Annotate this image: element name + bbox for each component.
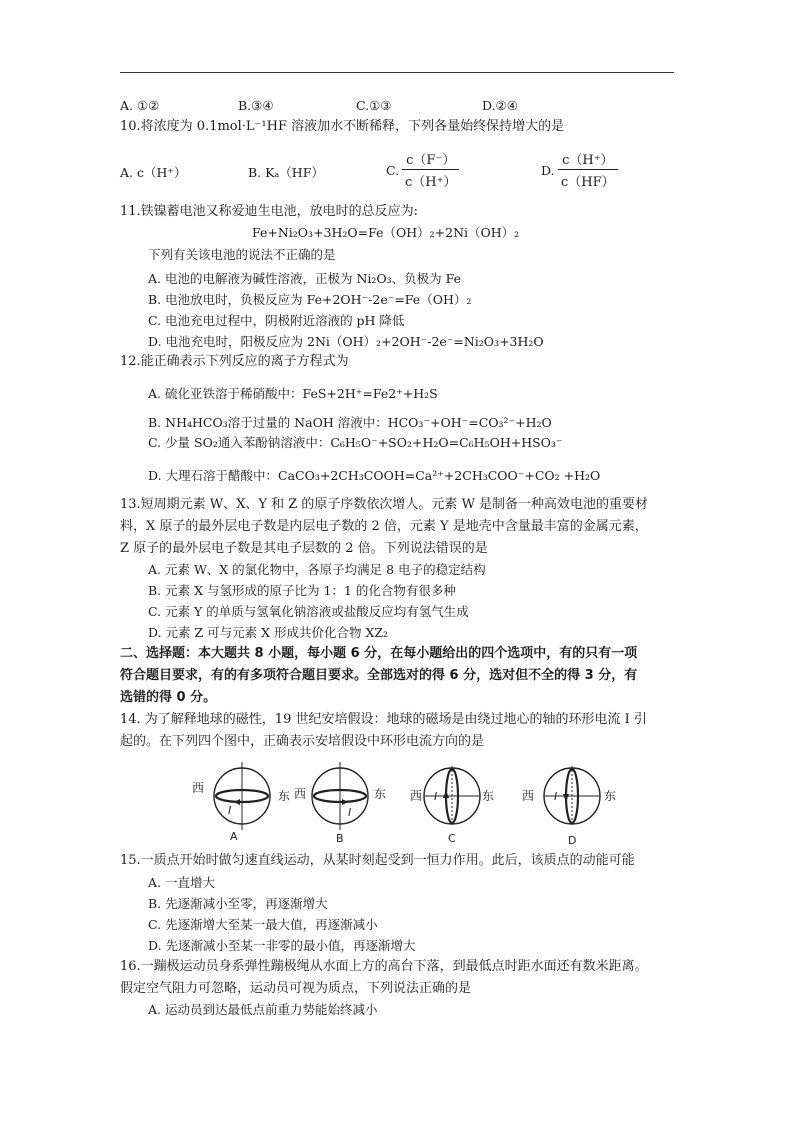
q15-option-b: B. 先逐渐减小至零，再逐渐增大 — [148, 896, 328, 911]
q10-option-d-fraction — [558, 149, 618, 190]
west-label-d: 西 — [522, 789, 535, 803]
header-rule — [120, 72, 674, 73]
east-label-a: 东 — [278, 789, 291, 803]
q10-option-d-label: D. — [541, 163, 555, 178]
q9-option-a: A. ①② — [120, 98, 160, 113]
current-label-c: I — [434, 790, 438, 803]
east-label-d: 东 — [604, 789, 617, 803]
east-label-c: 东 — [482, 789, 495, 803]
q10-c-numerator: c（F⁻） — [406, 153, 456, 168]
figure-label-d: D — [568, 834, 577, 847]
q15-option-c: C. 先逐渐增大至某一最大值，再逐渐减小 — [148, 917, 378, 932]
figure-label-c: C — [448, 832, 456, 845]
figure-label-b: B — [336, 832, 344, 845]
fraction-bar — [402, 169, 459, 170]
q14-figure-b — [294, 762, 386, 845]
q10-option-b: B. Kₐ（HF） — [248, 165, 324, 180]
q14-figures — [180, 762, 620, 850]
q10-d-numerator: c（H⁺） — [562, 153, 614, 168]
q11-option-b: B. 电池放电时，负极反应为 Fe+2OH⁻-2e⁻=Fe（OH）₂ — [148, 292, 472, 307]
q10-d-denominator: c（HF） — [561, 175, 615, 190]
q15-option-a: A. 一直增大 — [148, 875, 215, 890]
section2-line-1: 二、选择题：本大题共 8 小题，每小题 6 分，在每小题给出的四个选项中，有的只有一项 — [120, 646, 638, 661]
q9-option-c: C.①③ — [356, 98, 392, 113]
current-arrow-d — [563, 794, 569, 802]
q10-c-denominator: c（H⁺） — [405, 175, 457, 190]
q16-stem-line-1: 16.一蹦极运动员身系弹性蹦极绳从水面上方的高台下落，到最低点时距水面还有数米距离。 — [120, 959, 648, 974]
section2-line-2: 符合题目要求，有的有多项符合题目要求。全部选对的得 6 分，选对但不全的得 3 分，有 — [120, 668, 638, 683]
q14-figure-d — [522, 766, 616, 847]
q13-stem-line-1: 13.短周期元素 W、X、Y 和 Z 的原子序数依次增人。元素 W 是制备一种高效电池的重要材 — [120, 497, 649, 512]
q12-stem: 12.能正确表示下列反应的离子方程式为 — [120, 354, 349, 369]
east-label-b: 东 — [374, 787, 387, 801]
q13-stem-line-3: Z 原子的最外层电子数是其电子层数的 2 倍。下列说法错误的是 — [120, 541, 488, 556]
q14-stem-line-1: 14. 为了解释地球的磁性，19 世纪安培假设：地球的磁场是由绕过地心的轴的环形电流 I 引 — [120, 712, 647, 727]
q9-option-d: D.②④ — [482, 98, 518, 113]
q12-option-b: B. NH₄HCO₃溶于过量的 NaOH 溶液中：HCO₃⁻+OH⁻=CO₃²⁻+H₂O — [148, 415, 552, 430]
q14-figure-c — [410, 766, 494, 845]
q11-sub: 下列有关该电池的说法不正确的是 — [148, 247, 336, 262]
q12-option-a: A. 硫化亚铁溶于稀硝酸中：FeS+2H⁺=Fe2⁺+H₂S — [148, 386, 438, 401]
q15-option-d: D. 先逐渐减小至某一非零的最小值，再逐渐增大 — [148, 938, 416, 953]
q11-option-d: D. 电池充电时，阳极反应为 2Ni（OH）₂+2OH⁻-2e⁻=Ni₂O₃+3H₂O — [148, 334, 544, 349]
q13-stem-line-2: 料，X 原子的最外层电子数是内层电子数的 2 倍，元素 Y 是地壳中含量最丰富的金属元素， — [120, 519, 648, 534]
q16-option-a: A. 运动员到达最低点前重力势能始终减小 — [148, 1002, 378, 1017]
q11-option-a: A. 电池的电解液为碱性溶液，正极为 Ni₂O₃、负极为 Fe — [148, 271, 462, 286]
figure-label-a: A — [230, 830, 238, 843]
current-arrow-c — [443, 790, 449, 798]
q13-option-d: D. 元素 Z 可与元素 X 形成共价化合物 XZ₂ — [148, 625, 389, 640]
fraction-bar — [558, 169, 618, 170]
q10-option-c-fraction — [402, 149, 459, 190]
q12-option-d: D. 大理石溶于醋酸中：CaCO₃+2CH₃COOH=Ca²⁺+2CH₃COO⁻+CO₂ +H₂O — [148, 468, 601, 483]
west-label-c: 西 — [410, 789, 423, 803]
west-label-b: 西 — [294, 787, 307, 801]
current-arrow-b — [342, 799, 348, 805]
q10-option-c-label: C. — [386, 163, 400, 178]
current-label-d: I — [554, 790, 558, 803]
q15-stem: 15.一质点开始时做匀速直线运动，从某时刻起受到一恒力作用。此后，该质点的动能可能 — [120, 853, 635, 868]
section2-line-3: 选错的得 0 分。 — [120, 690, 217, 705]
q9-option-b: B.③④ — [238, 98, 274, 113]
q11-option-c: C. 电池充电过程中，阴极附近溶液的 pH 降低 — [148, 313, 405, 328]
q13-option-b: B. 元素 X 与氢形成的原子比为 1：1 的化合物有很多种 — [148, 583, 456, 598]
q14-figure-a — [192, 762, 290, 843]
q14-stem-line-2: 起的。在下列四个图中，正确表示安培假设中环形电流方向的是 — [120, 734, 485, 749]
current-label-b: I — [348, 806, 352, 819]
current-arrow-a — [234, 799, 240, 805]
q10-stem: 10.将浓度为 0.1mol·L⁻¹HF 溶液加水不断稀释，下列各量始终保持增大的是 — [120, 119, 565, 134]
current-label-a: I — [228, 804, 232, 817]
q13-option-a: A. 元素 W、X 的氯化物中，各原子均满足 8 电子的稳定结构 — [148, 562, 486, 577]
west-label-a: 西 — [192, 781, 205, 795]
q16-stem-line-2: 假定空气阻力可忽略，运动员可视为质点，下列说法正确的是 — [120, 981, 472, 996]
q11-equation: Fe+Ni₂O₃+3H₂O=Fe（OH）₂+2Ni（OH）₂ — [252, 225, 520, 240]
q11-stem: 11.铁镍蓄电池又称爱迪生电池，放电时的总反应为: — [120, 204, 419, 219]
q13-option-c: C. 元素 Y 的单质与氢氧化钠溶液或盐酸反应均有氢气生成 — [148, 604, 469, 619]
q10-option-a: A. c（H⁺） — [120, 165, 187, 180]
q12-option-c: C. 少量 SO₂通入苯酚钠溶液中：C₆H₅O⁻+SO₂+H₂O=C₆H₅OH+HSO₃⁻ — [148, 435, 563, 450]
